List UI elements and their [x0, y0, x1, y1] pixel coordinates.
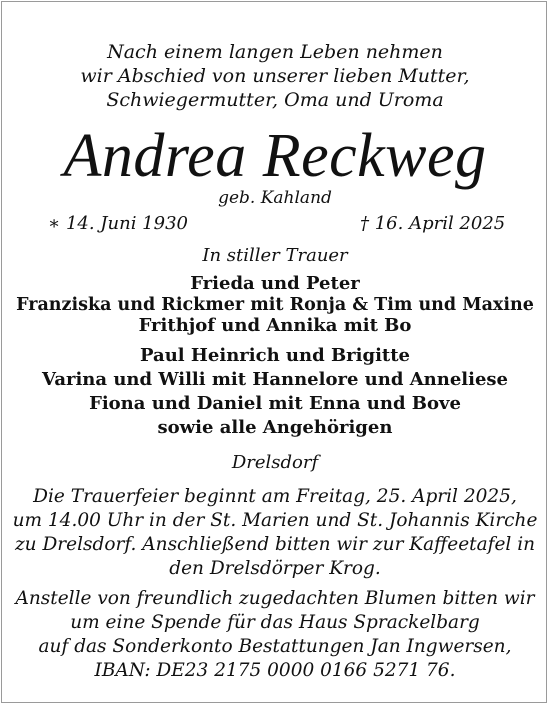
family-line: Paul Heinrich und Brigitte — [140, 345, 410, 366]
funeral-info-line: den Drelsdörper Krog. — [169, 558, 381, 579]
intro-line: Schwiegermutter, Oma und Uroma — [106, 89, 444, 111]
deceased-name: Andrea Reckweg — [63, 122, 487, 190]
family-line: sowie alle Angehörigen — [157, 417, 393, 438]
donation-info-line: IBAN: DE23 2175 0000 0166 5271 76. — [94, 660, 456, 681]
mourning-label: In stiller Trauer — [202, 245, 348, 266]
family-line: Fiona und Daniel mit Enna und Bove — [89, 393, 461, 414]
funeral-info-line: Die Trauerfeier beginnt am Freitag, 25. April 2025, — [33, 486, 517, 507]
family-line: Frithjof und Annika mit Bo — [138, 315, 412, 336]
family-line: Frieda und Peter — [190, 273, 360, 294]
place-name: Drelsdorf — [231, 452, 319, 473]
funeral-info-line: zu Drelsdorf. Anschließend bitten wir zur Kaffeetafel in — [14, 534, 536, 555]
donation-info-line: Anstelle von freundlich zugedachten Blumen bitten wir — [15, 588, 535, 609]
donation-info-line: auf das Sonderkonto Bestattungen Jan Ingwersen, — [38, 636, 512, 657]
donation-info-line: um eine Spende für das Haus Sprackelbarg — [70, 612, 480, 633]
intro-line: Nach einem langen Leben nehmen — [107, 41, 443, 63]
maiden-name: geb. Kahland — [218, 188, 332, 208]
death-date: † 16. April 2025 — [360, 213, 506, 234]
family-line: Franziska und Rickmer mit Ronja & Tim und Maxine — [16, 295, 534, 315]
intro-line: wir Abschied von unserer lieben Mutter, — [80, 65, 470, 87]
funeral-info-line: um 14.00 Uhr in der St. Marien und St. Johannis Kirche — [12, 510, 538, 531]
birth-date: ∗ 14. Juni 1930 — [48, 213, 188, 234]
family-line: Varina und Willi mit Hannelore und Anneliese — [42, 369, 508, 390]
